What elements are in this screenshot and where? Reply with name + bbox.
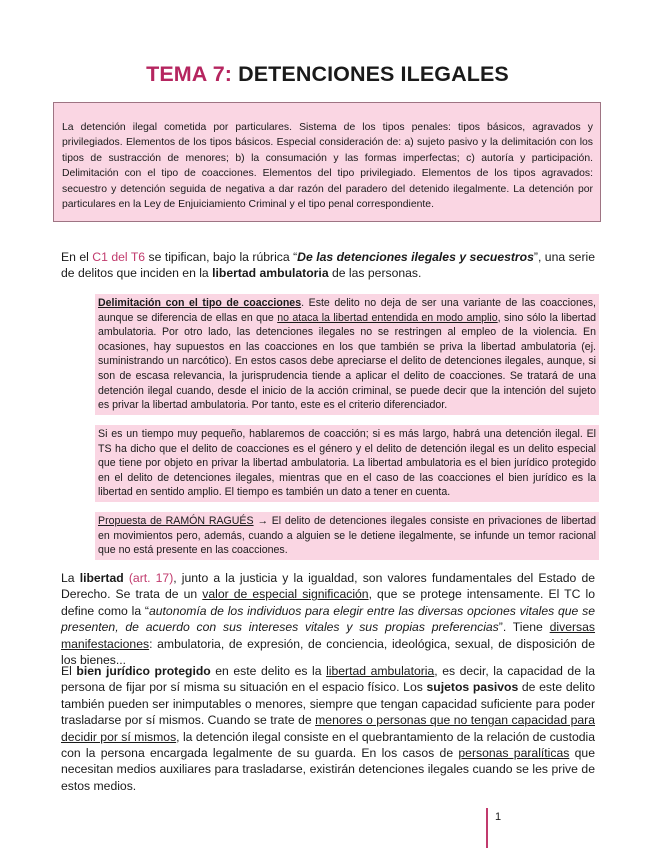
coacciones-heading: Delimitación con el tipo de coacciones (98, 297, 302, 309)
summary-box: La detención ilegal cometida por particulares. Sistema de los tipos penales: tipos básicos, agravados y privilegiados. Elementos de los tipos básicos. Especial consideración de: a) sujeto pasivo y la delimitación con los tipos de sustracción de menores; b) la consumación y las formas imperfectas; c) autoría y participación. Delimitación con el tipo de coacciones. Elementos del tipo privilegiado. Elementos de los tipos agravados: secuestro y detención seguida de negativa a dar razón del paradero del detenido ilegalmente. La detención por particulares en la Ley de Enjuiciamiento Criminal y el tipo penal correspondiente. (53, 102, 601, 222)
intro-paragraph: En el C1 del T6 se tipifican, bajo la rúbrica “De las detenciones ilegales y secuestros”, una serie de delitos que inciden en la libertad ambulatoria de las personas. (61, 250, 595, 281)
ragues-block: Propuesta de RAMÓN RAGUÉS → El delito de detenciones ilegales consiste en privaciones de libertad en movimientos pero, además, cuando a alguien se le detiene ilegalmente, se infunde un temor racional que no está presente en las coacciones. (95, 512, 599, 560)
chapter-reference: C1 del T6 (92, 250, 146, 264)
coacciones-block: Delimitación con el tipo de coacciones. Este delito no deja de ser una variante de las coacciones, aunque se diferencia de ellas en que no ataca la libertad entendida en modo amplio, sino sólo la libertad ambulatoria. Por otro lado, las detenciones ilegales no se restringen al empleo de la violencia. En ocasiones, hay supuestos en las coacciones en los que también se priva la libertad ambulatoria (ej. suministrando un narcótico). En estos casos debe apreciarse el delito de detenciones ilegales, aunque, si son de escasa relevancia, la jurisprudencia tiende a aplicar el delito de coacciones. Se tratará de una detención ilegal cuando, desde el inicio de la acción criminal, se puede decir que la intención del sujeto es privar la libertad ambulatoria. Por tanto, este es el criterio diferenciador. (95, 294, 599, 415)
page-number: 1 (495, 811, 502, 823)
ragues-label: Propuesta de RAMÓN RAGUÉS (98, 515, 254, 527)
page-title (0, 62, 655, 87)
title-main: DETENCIONES ILEGALES (232, 62, 509, 86)
tiempo-block: Si es un tiempo muy pequeño, hablaremos de coacción; si es más largo, habrá una detención ilegal. El TS ha dicho que el delito de coacciones es el género y el delito de detención ilegal es un delito especial que tiene por objeto en privar la libertad ambulatoria. La libertad ambulatoria es el bien jurídico protegido en el delito de detenciones ilegales, mientras que en el caso de las coacciones el bien jurídico es la libertad en sentido amplio. El tiempo es también un dato a tener en cuenta. (95, 425, 599, 502)
bien-juridico-paragraph: El bien jurídico protegido en este delito es la libertad ambulatoria, es decir, la capacidad de la persona de fijar por sí misma su situación en el espacio físico. Los sujetos pasivos de este delito también pueden ser inimputables o menores, siempre que tengan capacidad suficiente para poder trasladarse por sí mismos. Cuando se trate de menores o personas que no tengan capacidad para decidir por sí mismos, la detención ilegal consiste en el quebrantamiento de la relación de custodia con la persona encargada legalmente de su guarda. En los casos de personas paralíticas que necesitan medios auxiliares para trasladarse, existirán detenciones ilegales cuando se les prive de estos medios. (61, 664, 596, 793)
rubric-title: De las detenciones ilegales y secuestros (297, 250, 534, 264)
title-prefix: TEMA 7: (146, 62, 233, 86)
page-number-divider (486, 808, 488, 848)
libertad-paragraph: La libertad (art. 17), junto a la justicia y la igualdad, son valores fundamentales del Estado de Derecho. Se trata de un valor de especial significación, que se protege intensamente. El TC lo define como la “autonomía de los individuos para elegir entre las diversas opciones vitales que se presenten, de acuerdo con sus intereses vitales y sus propias preferencias”. Tiene diversas manifestaciones: ambulatoria, de expresión, de conciencia, ideológica, sexual, de disposición de los bienes... (61, 571, 596, 668)
article-reference: (art. 17) (128, 571, 174, 585)
